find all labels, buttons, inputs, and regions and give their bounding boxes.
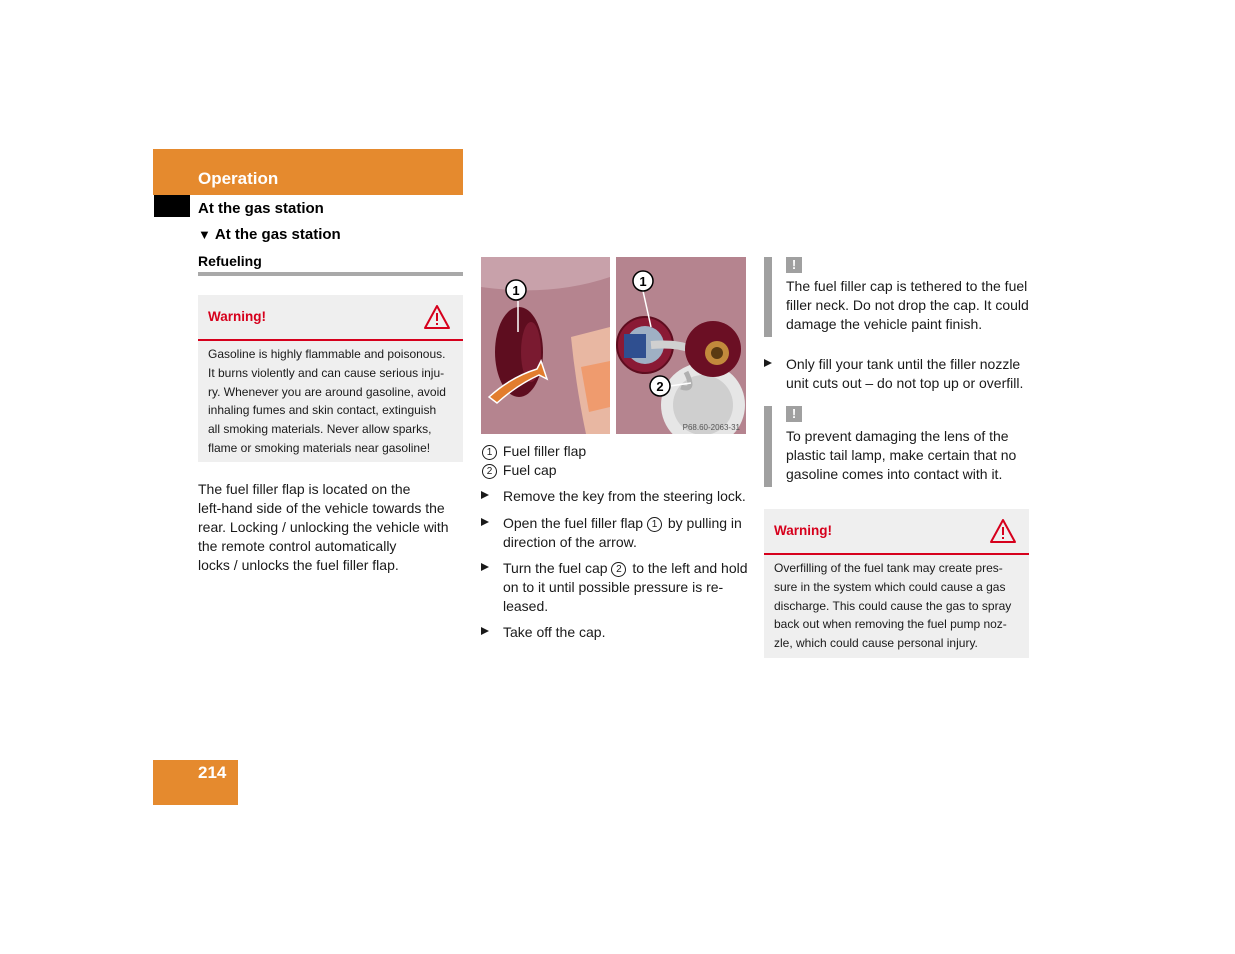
warning-line: Gasoline is highly flammable and poisonous. xyxy=(208,347,446,361)
warning-line: all smoking materials. Never allow sparks, xyxy=(208,422,432,437)
warning-header xyxy=(198,295,463,341)
warning-label: Warning! xyxy=(774,523,832,538)
note-line: filler neck. Do not drop the cap. It could xyxy=(786,297,1029,313)
step-fill-tank xyxy=(764,355,1056,393)
note-line: The fuel filler cap is tethered to the fuel xyxy=(786,278,1028,294)
step-text: to the left and hold xyxy=(632,560,748,576)
intro-line: left-hand side of the vehicle towards the xyxy=(198,500,445,516)
step-line: Only fill your tank until the filler nozzle xyxy=(786,356,1021,372)
step-text: by pulling in xyxy=(667,515,742,531)
warning-label: Warning! xyxy=(208,309,266,324)
step-line: leased. xyxy=(503,598,549,614)
note-line: damage the vehicle paint finish. xyxy=(786,316,983,332)
exclamation-icon: ! xyxy=(786,406,802,422)
warning-triangle-icon xyxy=(423,304,451,330)
legend-num: 1 xyxy=(482,445,497,460)
note-text xyxy=(786,427,1036,484)
warning-line: discharge. This could cause the gas to spray xyxy=(774,598,1012,613)
step-line: on to it until possible pressure is re- xyxy=(503,579,724,595)
note-line: To prevent damaging the lens of the xyxy=(786,428,1009,444)
heading-primary: At the gas station xyxy=(198,200,324,217)
step-num: 1 xyxy=(647,517,662,532)
warning-line: zle, which could cause personal injury. xyxy=(774,636,978,651)
legend-item xyxy=(482,461,586,480)
step-bullet-icon xyxy=(764,359,772,367)
legend-text: Fuel filler flap xyxy=(502,443,587,459)
step-line: Take off the cap. xyxy=(503,624,606,640)
section-title: Operation xyxy=(198,169,279,188)
warning-box-right xyxy=(764,509,1029,658)
step-line: Remove the key from the steering lock. xyxy=(503,488,746,504)
warning-line: flame or smoking materials near gasoline! xyxy=(208,440,431,455)
step-num: 2 xyxy=(611,562,626,577)
note-bar xyxy=(764,257,772,337)
warning-line: back out when removing the fuel pump noz- xyxy=(774,617,1007,632)
exclamation-icon: ! xyxy=(786,257,802,273)
step-line xyxy=(503,514,773,533)
figure-callout-1-right: 1 xyxy=(639,274,647,289)
step-bullet-icon xyxy=(481,491,489,499)
step-remove-key xyxy=(481,487,773,506)
note-text xyxy=(786,277,1036,334)
step-bullet-icon xyxy=(481,518,489,526)
warning-line: Overfilling of the fuel tank may create pres- xyxy=(774,561,1003,575)
figure-code: P68.60-2063-31 xyxy=(682,423,740,432)
warning-text xyxy=(198,341,463,458)
step-line xyxy=(503,559,773,578)
heading-secondary xyxy=(198,226,341,243)
step-line: unit cuts out – do not top up or overfill. xyxy=(786,375,1024,391)
warning-line: inhaling fumes and skin contact, extinguish xyxy=(208,403,437,418)
step-take-off-cap xyxy=(481,623,773,642)
note-line: gasoline comes into contact with it. xyxy=(786,466,1003,482)
intro-line: locks / unlocks the fuel filler flap. xyxy=(198,557,399,573)
step-bullet-icon xyxy=(481,627,489,635)
figure-legend xyxy=(482,442,586,480)
warning-line: ry. Whenever you are around gasoline, avoid xyxy=(208,384,446,399)
intro-line: the remote control automatically xyxy=(198,538,397,554)
heading-rule xyxy=(198,272,463,276)
warning-line: It burns violently and can cause serious inju- xyxy=(208,365,445,380)
triangle-down-icon: ▼ xyxy=(198,227,211,242)
note-bar xyxy=(764,406,772,487)
heading-tertiary: Refueling xyxy=(198,253,262,269)
heading-secondary-text: At the gas station xyxy=(214,226,341,243)
step-bullet-icon xyxy=(481,563,489,571)
step-line: direction of the arrow. xyxy=(503,534,637,550)
fuel-flap-illustration xyxy=(481,257,746,434)
legend-num: 2 xyxy=(482,464,497,479)
figure-callout-2: 2 xyxy=(656,379,664,394)
warning-triangle-icon xyxy=(989,518,1017,544)
step-text: Turn the fuel cap xyxy=(503,560,608,576)
warning-text xyxy=(764,555,1029,653)
section-marker-block xyxy=(154,195,190,217)
legend-text: Fuel cap xyxy=(502,462,557,478)
note-line: plastic tail lamp, make certain that no xyxy=(786,447,1017,463)
intro-line: The fuel filler flap is located on the xyxy=(198,481,411,497)
step-turn-cap xyxy=(481,559,773,616)
intro-paragraph xyxy=(198,480,463,575)
step-open-flap xyxy=(481,514,773,552)
page-number: 214 xyxy=(198,763,227,782)
warning-line: sure in the system which could cause a gas xyxy=(774,579,1006,594)
step-text: Open the fuel filler flap xyxy=(503,515,644,531)
intro-line: rear. Locking / unlocking the vehicle with xyxy=(198,519,449,535)
warning-header xyxy=(764,509,1029,555)
legend-item xyxy=(482,442,586,461)
figure-callout-1-left: 1 xyxy=(512,283,520,298)
warning-box-left xyxy=(198,295,463,462)
